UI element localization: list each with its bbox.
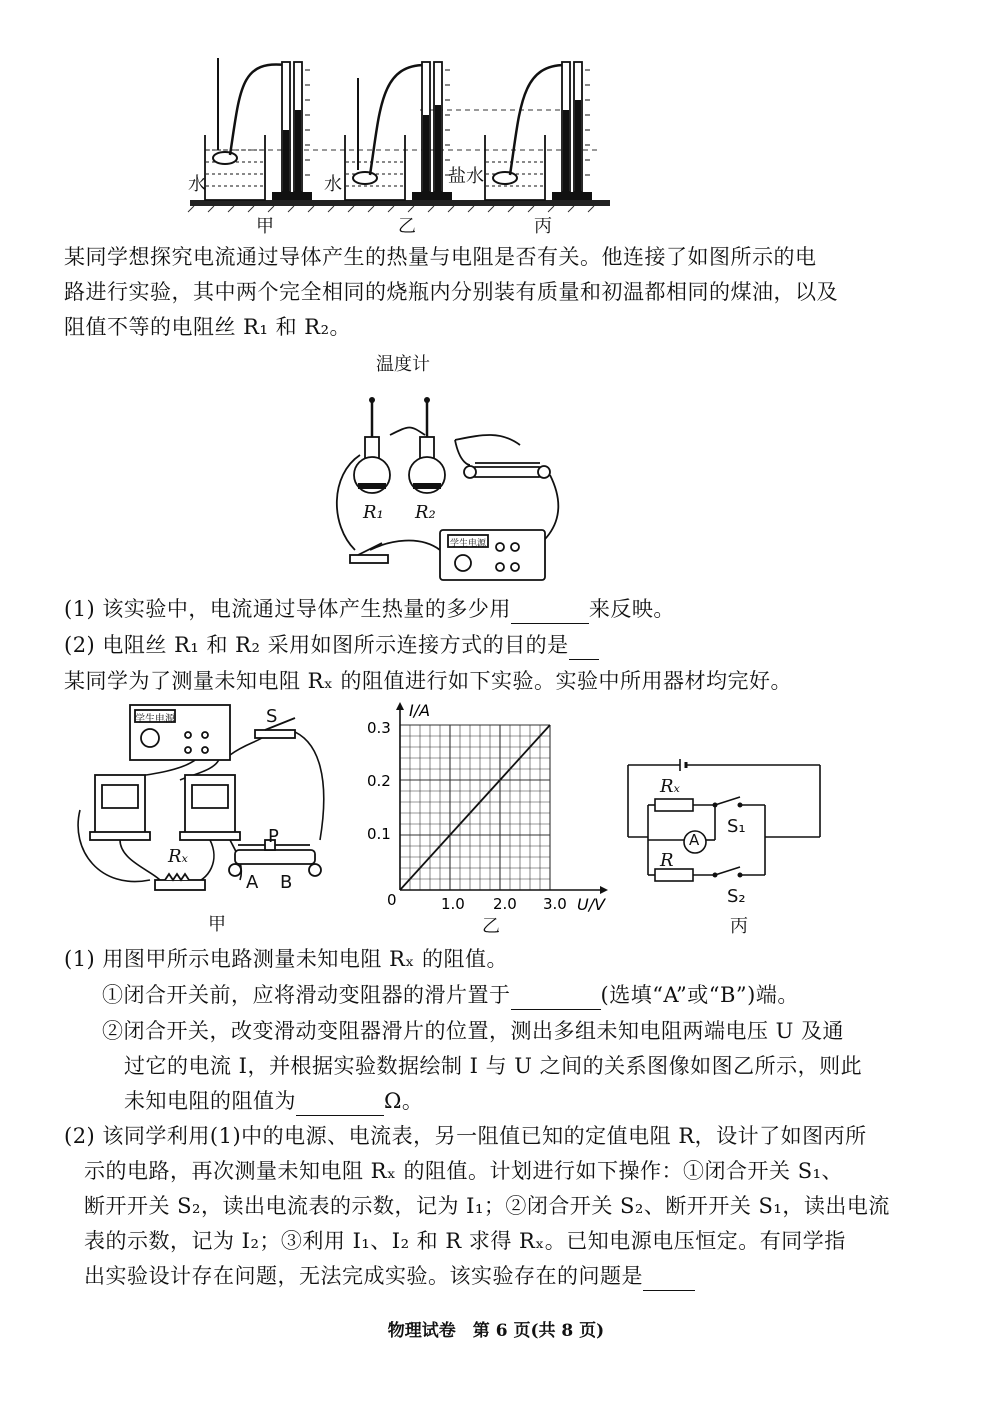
rx-p1: (1) 用图甲所示电路测量未知电阻 Rₓ 的阻值。 xyxy=(64,947,508,971)
page-footer: 物理试卷 第 6 页(共 8 页) xyxy=(387,1321,605,1341)
beaker-liquid-label-3: 盐水 xyxy=(448,166,484,187)
rx-p1a-suffix: (选填“A”或“B”)端。 xyxy=(600,983,799,1007)
iu-y-tick-0.3: 0.3 xyxy=(367,719,391,737)
iu-x-tick-1.0: 1.0 xyxy=(441,895,465,913)
jia-power-label: 学生电源 xyxy=(135,714,175,725)
iu-chart xyxy=(365,700,615,920)
iu-y-axis-label: I/A xyxy=(409,701,431,720)
heat-q1-answer-blank[interactable] xyxy=(511,601,589,624)
rx-p2-line-2: 示的电路，再次测量未知电阻 Rₓ 的阻值。计划进行如下操作：①闭合开关 S₁、 xyxy=(84,1159,844,1183)
yi-caption: 乙 xyxy=(482,916,500,937)
heat-q1-prefix: (1) 该实验中，电流通过导体产生热量的多少用 xyxy=(64,597,511,621)
jia-caption: 甲 xyxy=(208,914,226,935)
rx-p1a-prefix: ①闭合开关前，应将滑动变阻器的滑片置于 xyxy=(102,983,511,1007)
heat-intro-line-1: 某同学想探究电流通过导体产生的热量与电阻是否有关。他连接了如图所示的电 xyxy=(64,245,817,269)
rx-p1b-line-1: ②闭合开关，改变滑动变阻器滑片的位置，测出多组未知电阻两端电压 U 及通 xyxy=(102,1019,845,1043)
iu-y-tick-0.2: 0.2 xyxy=(367,772,391,790)
heat-q2-prefix: (2) 电阻丝 R₁ 和 R₂ 采用如图所示连接方式的目的是 xyxy=(64,633,569,657)
heat-circuit-figure xyxy=(330,375,570,585)
jia-b-label: B xyxy=(280,872,293,893)
rx-p2-line-5 xyxy=(84,1261,695,1291)
iu-x-axis-label: U/V xyxy=(577,895,606,914)
rx-p1b-line-3 xyxy=(124,1086,423,1116)
heat-intro-line-2: 路进行实验，其中两个完全相同的烧瓶内分别装有质量和初温都相同的煤油，以及 xyxy=(64,280,838,304)
rx-intro: 某同学为了测量未知电阻 Rₓ 的阻值进行如下实验。实验中所用器材均完好。 xyxy=(64,669,793,693)
iu-y-tick-0.1: 0.1 xyxy=(367,825,391,843)
iu-x-tick-2.0: 2.0 xyxy=(493,895,517,913)
heat-q1 xyxy=(64,594,675,624)
r2-label: R₂ xyxy=(415,502,436,523)
iu-series-line-0 xyxy=(400,725,550,890)
rx-p1b-line-2: 过它的电流 I，并根据实验数据绘制 I 与 U 之间的关系图像如图乙所示，则此 xyxy=(124,1054,863,1078)
power-supply-label: 学生电源 xyxy=(450,539,487,549)
heat-intro-line-3: 阻值不等的电阻丝 R₁ 和 R₂。 xyxy=(64,315,351,339)
bing-r-label: R xyxy=(660,850,674,871)
rx-p2-line-5-prefix: 出实验设计存在问题，无法完成实验。该实验存在的问题是 xyxy=(84,1264,643,1288)
rx-p2-line-3: 断开开关 S₂，读出电流表的示数，记为 I₁；②闭合开关 S₂、断开开关 S₁，读出电流 xyxy=(84,1194,890,1218)
iu-x-arrow xyxy=(600,886,608,894)
heat-q2-answer-blank[interactable] xyxy=(569,637,599,660)
jia-a-label: A xyxy=(246,872,259,893)
bing-s1-label: S₁ xyxy=(727,816,746,837)
rx-p1b-line-3-suffix: Ω。 xyxy=(384,1089,424,1113)
rx-p1a-answer-blank[interactable] xyxy=(511,987,601,1010)
beaker-caption-1: 甲 xyxy=(256,216,274,237)
beaker-liquid-label-1: 水 xyxy=(188,174,206,195)
rx-p2-answer-blank[interactable] xyxy=(643,1268,695,1291)
rx-p2-line-4: 表的示数，记为 I₂；③利用 I₁、I₂ 和 R 求得 Rₓ。已知电源电压恒定。有同学指 xyxy=(84,1229,846,1253)
rx-p1b-line-3-prefix: 未知电阻的阻值为 xyxy=(124,1089,296,1113)
jia-rx-label: Rₓ xyxy=(168,846,188,867)
iu-y-arrow xyxy=(396,702,404,710)
rx-circuit-jia xyxy=(70,700,350,900)
heat-q2 xyxy=(64,630,599,660)
iu-series-group xyxy=(400,725,550,890)
rx-p1b-answer-blank[interactable] xyxy=(296,1093,384,1116)
thermometer-label: 温度计 xyxy=(376,354,430,375)
beaker-caption-2: 乙 xyxy=(398,216,416,237)
iu-x-tick-3.0: 3.0 xyxy=(543,895,567,913)
bing-rx-label: Rₓ xyxy=(660,776,680,797)
bing-ammeter-label: A xyxy=(689,831,700,849)
jia-p-label: P xyxy=(268,826,279,847)
bing-s2-label: S₂ xyxy=(727,886,746,907)
heat-q1-suffix: 来反映。 xyxy=(588,597,675,621)
jia-switch-label: S xyxy=(266,706,278,727)
rx-circuit-bing xyxy=(620,755,830,905)
iu-origin-label: 0 xyxy=(387,891,397,909)
r1-label: R₁ xyxy=(363,502,384,523)
beaker-liquid-label-2: 水 xyxy=(324,174,342,195)
bing-caption: 丙 xyxy=(730,916,748,937)
beaker-caption-3: 丙 xyxy=(534,216,552,237)
rx-p2-line-1: (2) 该同学利用(1)中的电源、电流表，另一阻值已知的定值电阻 R，设计了如图丙所 xyxy=(64,1124,867,1148)
rx-p1a xyxy=(102,980,799,1010)
